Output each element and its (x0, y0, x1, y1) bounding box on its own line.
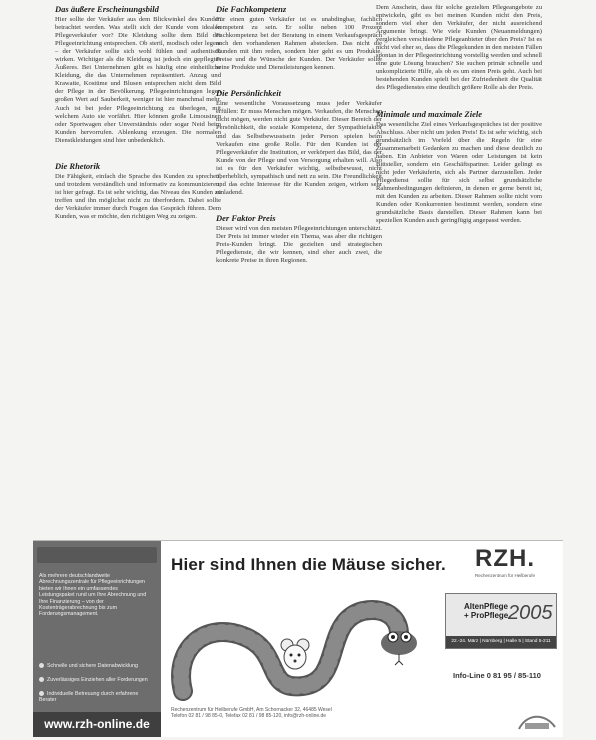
trade-fair-info: 22.-24. März | Nürnberg | Halle 5 | Stand 5-211 (446, 636, 556, 648)
ad-sidebar-text: Als mehrere deutschlandweite Abrechnungszentrale für Pflegeeinrichtungen bieten wir Ihnen ein umfassendes Leistungspaket rund um Ihre Abrechnung und Ihre Finanzierung – von der Kostenträgerabrechnung bis zum Forderungsmanagement. (39, 573, 147, 618)
rzh-logo (475, 545, 559, 583)
ad-website-link[interactable]: www.rzh-online.de (33, 712, 161, 737)
ad-footer: Rechenzentrum für Heilberufe GmbH, Am Schornacker 32, 46485 Wesel Telefon 02 81 / 98 85-0, Telefax 02 81 / 98 85-120, info@rzh-online.de (171, 707, 332, 720)
article-column-1 (55, 4, 221, 225)
advertisement (33, 540, 563, 737)
section-heading-personality: Die Persönlichkeit (216, 88, 281, 99)
paragraph-rhetoric: Die Fähigkeit, einfach die Sprache des Kunden zu sprechen, und trotzdem verständlich und informativ zu kommunizieren, ist hier gefragt. Es ist sehr wichtig, das Niveau des Kunden zu treffen und ihn möglichst nicht zu überfordern. Dabei sollte der Verkäufer immer durch Fragen das Gespräch führen. Dem Kunden, was er möchte, den richtigen Weg zu zeigen. (55, 172, 221, 220)
ad-sidebar-banner (37, 547, 157, 563)
ad-headline: Hier sind Ihnen die Mäuse sicher. (171, 555, 446, 574)
paragraph-competence: Für einen guten Verkäufer ist es unabdingbar, fachlich kompetent zu sein. Er sollte neben 100 Prozent Fachkompetenz bei der Beratung in einem Verkaufsgespräch auch den vorhandenen Rahmen abstecken. Das nicht die Kunden mit ihm reden, sondern hier geht es um Produkte, Preise und die Wünsche der Kunden. Der Verkäufer sollte seine Produkte und Dienstleistungen kennen. (216, 16, 382, 72)
mouse-illustration (275, 637, 315, 673)
trade-fair-badge (445, 593, 557, 649)
trade-fair-title: AltenPflege + ProPflege (464, 602, 509, 620)
paragraph-personality: Eine wesentliche Voraussetzung muss jeder Verkäufer erfüllen: Er muss Menschen mögen. Verkaufen, die Menschen nicht mögen, werden nicht gute Verkäufer. Dieser Bereich der Persönlichkeit, die soziale Kompetenz, der Sympathiefaktor und das Selbstbewusstsein jeder Person spielen beim Verkaufen eine große Rolle. Für den Kunden ist der Pflegeverkäufer die Institution, er verkörpert das Bild, das der Kunde von der Pflege und von Versorgung erhalten will. Also ist es für den Verkäufer wichtig, selbstbewusst, nicht überheblich, sympathisch und nett zu sein. Die Freundlichkeit und das echte Interesse für die Kunden zeigen, wirken sehr einladend. (216, 100, 382, 196)
bullet-icon (39, 663, 44, 668)
section-heading-price: Der Faktor Preis (216, 212, 276, 223)
section-heading-competence: Die Fachkompetenz (216, 4, 287, 14)
paragraph-price: Dieser wird von den meisten Pflegeeinrichtungen unterschätzt. Der Preis ist immer wieder ein Thema, was aber die richtigen Preis-Kunden bringt. Die gezielten und strategischen Pflegedienste, die wir kennen, sind eher auch zwei, die konkrete Preise in ihren Regionen. (216, 224, 382, 265)
ad-bullet-item: Zuverlässiges Einziehen aller Forderungen (39, 677, 155, 683)
ad-bullet-item: Individuelle Betreuung durch erfahrene Berater (39, 691, 139, 704)
trade-fair-year: 2005 (508, 602, 553, 624)
rzh-logo-text: RZH. (475, 545, 535, 572)
article-column-2 (216, 4, 382, 269)
rzh-logo-tagline: Rechenzentrum für Heilberufe (475, 573, 536, 578)
section-heading-appearance: Das äußere Erscheinungsbild (55, 4, 159, 14)
section-heading-rhetoric: Die Rhetorik (55, 160, 101, 171)
paragraph-price-continued: Dem Anschein, dass für solche gezielten Pflegeangebote zu entwickeln, gibt es bei meinen Kunden nicht den Preis, sondern viel eher den Verkäufer, der nicht ausreichend Argumente bringt. Wie viele Kunden (Neuanmeldungen) vergleichen verschiedene Pflegeanbieter über den Preis? Ist es nicht viel eher so, dass die Pflegekunden in den meisten Fällen spontan in der Pflegeeinrichtung vorstellig werden und schnell eine gute Lösung brauchen? Sie suchen primär schnelle und unkomplizierte Hilfe, als ob es um einen Preis geht. Auch bei bestehenden Kunden spielt bei der Zufriedenheit die Qualität des Pflegedienstes eine deutlich größere Rolle als der Preis. (376, 4, 542, 92)
bullet-icon (39, 677, 44, 682)
ad-info-line: Info-Line 0 81 95 / 85-110 (453, 671, 541, 680)
ad-bullet-item: Schnelle und sichere Datenabwicklung (39, 663, 155, 669)
bullet-icon (39, 691, 44, 696)
paragraph-appearance: Hier sollte der Verkäufer aus dem Blickwinkel des Kunden betrachtet werden. Was stellt sich der Kunde vom idealen Pflegeverkäufer vor? Die Kleidung sollte dem Bild der Pflegeeinrichtung entsprechen. Ob steril, modisch oder legere – der Verkäufer sollte sich wohl fühlen und authentisch wirken. Wichtiger als die Kleidung ist jedoch ein gepflegtes Äußeres. Bei Unternehmen gibt es häufig eine einheitliche Kleidung, die das Unternehmen repräsentiert. Anzug und Krawatte, Kostüme und Blusen entsprechen nicht dem Bild der Pflege in der Bevölkerung. Pflegeeinrichtungen legen großen Wert auf Sauberkeit, weniger ist hier manchmal mehr. Auch ist bei jeder Pflegeeinrichtung zu überlegen, mit welchem Auto sie vorfährt. Hier können große Limousinen oder Sportwagen eher Unverständnis oder sogar Neid beim Kunden hervorrufen. Ablenkung erzeugen. Die normalen Dienstkleidungen sind hier unbedenklich. (55, 16, 221, 144)
section-heading-goals: Minimale und maximale Ziele (376, 108, 483, 119)
paragraph-goals: Das wesentliche Ziel eines Verkaufsgespräches ist der positive Abschluss. Aber nicht um jeden Preis! Es ist sehr wichtig, sich grundsätzlich im Vorfeld über die Regeln für eine Zusammenarbeit Gedanken zu machen und diese deutlich zu haben. Ein Anbieter von Waren oder Leistungen ist kein Bittsteller, sondern ein Geschäftspartner. Leider gelingt es nicht jeder Verkäuferin, sich als Partner darzustellen. Jeder Pflegedienst sollte für sich selbst grundsätzliche Rahmenbedingungen definieren, in denen er gerne bereit ist, mit den Kunden zu arbeiten. Dieser Rahmen sollte nicht vom Kunden oder Konkurrenten bestimmt werden, sondern eine grundsätzliche Basis darstellen. Dieser Rahmen kann bei speziellen Kunden auch geringfügig angepasst werden. (376, 120, 542, 225)
corner-logo-icon (515, 709, 559, 733)
ad-sidebar (33, 541, 161, 737)
article-column-3 (376, 4, 542, 229)
